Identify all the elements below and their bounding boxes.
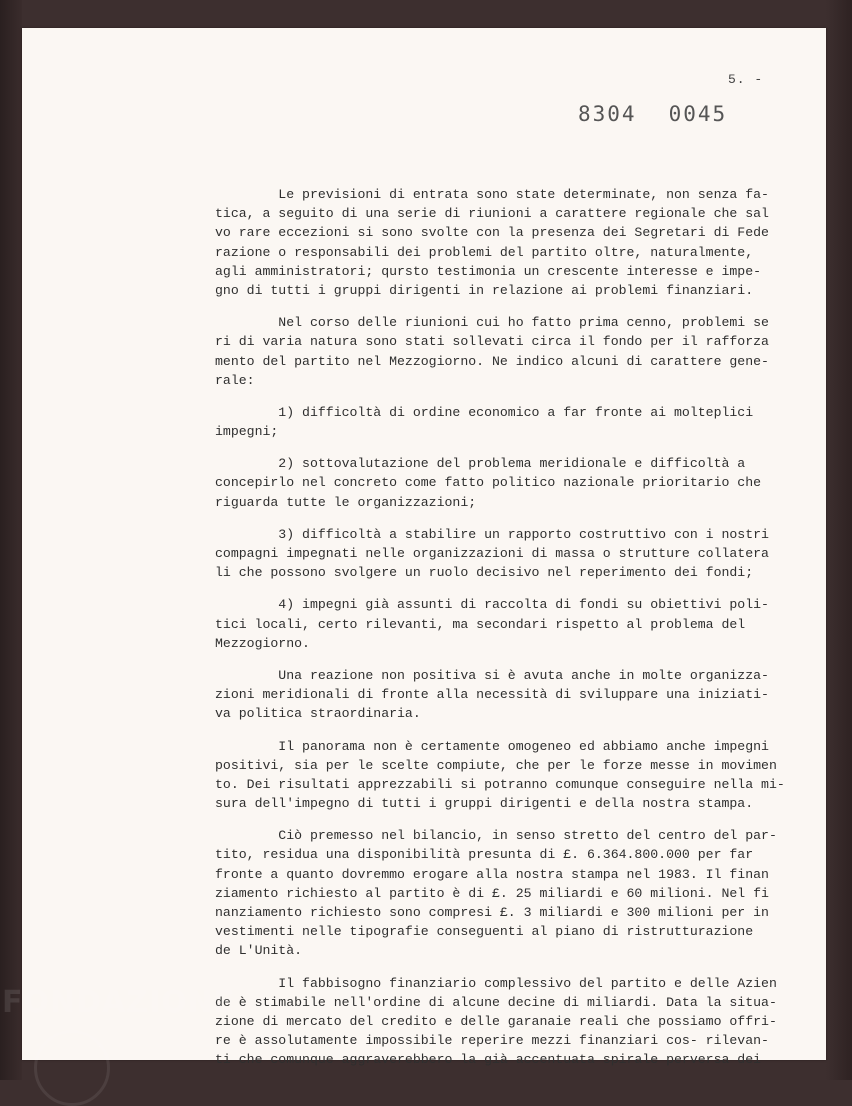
watermark-logo (34, 1030, 110, 1106)
text-line: ziamento richiesto al partito è di £. 25 miliardi e 60 milioni. Nel fi (215, 885, 769, 901)
text-line: gno di tutti i gruppi dirigenti in relazione ai problemi finanziari. (215, 282, 754, 298)
text-line: 1) difficoltà di ordine economico a far fronte ai molteplici (215, 404, 754, 420)
paragraph (215, 974, 777, 1070)
text-line: ri di varia natura sono stati sollevati circa il fondo per il rafforza (215, 334, 769, 350)
archive-watermark: FONDAZIONE (2, 985, 236, 1020)
text-line: rale: (215, 372, 255, 388)
text-line: vestimenti nelle tipografie conseguenti al piano di ristrutturazione (215, 924, 754, 940)
text-line: compagni impegnati nelle organizzazioni di massa o strutture collatera (215, 546, 769, 561)
text-line: fronte a quanto dovremmo erogare alla nostra stampa nel 1983. Il finan (215, 866, 769, 882)
text-line: Le previsioni di entrata sono state determinate, non senza fa- (215, 187, 769, 202)
text-line: Il panorama non è certamente omogeneo ed abbiamo anche impegni (215, 738, 769, 754)
paragraph (215, 595, 769, 653)
text-line: Mezzogiorno. (215, 635, 310, 651)
text-line: Nel corso delle riunioni cui ho fatto prima cenno, problemi se (215, 315, 769, 331)
paragraph (215, 454, 763, 512)
text-line: de L'Unità. (215, 943, 303, 959)
text-line: Il fabbisogno finanziario complessivo del partito e delle Azien (215, 975, 777, 991)
text-line: razione o responsabili dei problemi del partito oltre, naturalmente, (215, 244, 754, 260)
document-code-part-a: 8304 (578, 102, 637, 126)
paragraph (215, 737, 785, 814)
text-line: sura dell'impegno di tutti i gruppi dirigenti e della nostra stampa. (215, 796, 754, 812)
text-line: 2) sottovalutazione del problema meridionale e difficoltà a (215, 456, 746, 472)
scan-background-left (0, 0, 22, 1080)
text-line: Una reazione non positiva si è avuta anche in molte organizza- (215, 667, 769, 683)
text-line: impegni; (215, 424, 279, 440)
document-code-part-b: 0045 (668, 102, 728, 126)
text-line: 3) difficoltà a stabilire un rapporto costruttivo con i nostri (215, 526, 769, 542)
paragraph (215, 666, 769, 724)
text-line: zioni meridionali di fronte alla necessità di sviluppare una iniziati- (215, 687, 769, 703)
document-code (578, 102, 759, 126)
paragraph (215, 525, 769, 583)
text-line: vo rare eccezioni si sono svolte con la presenza dei Segretari di Fede (215, 225, 769, 241)
paragraph (215, 185, 769, 300)
text-line: positivi, sia per le scelte compiute, che per le forze messe in movimen (215, 757, 777, 773)
text-line: re è assolutamente impossibile reperire mezzi finanziari cos- rilevan- (215, 1033, 769, 1049)
text-line: mento del partito nel Mezzogiorno. Ne indico alcuni di carattere gene- (215, 353, 769, 369)
text-line: ti che comunque aggraverebbero la già accentuata spirale perversa dei (215, 1052, 762, 1068)
text-line: li che possono svolgere un ruolo decisivo nel reperimento dei fondi; (215, 565, 754, 581)
text-line: tici locali, certo rilevanti, ma secondari rispetto al problema del (215, 616, 746, 632)
paragraph (215, 403, 763, 441)
paragraph (215, 826, 777, 960)
text-line: to. Dei risultati apprezzabili si potranno comunque conseguire nella mi- (215, 776, 785, 792)
text-line: agli amministratori; qursto testimonia un crescente interesse e impe- (215, 263, 762, 279)
text-line: concepirlo nel concreto come fatto politico nazionale prioritario che (215, 475, 762, 491)
text-line: de è stimabile nell'ordine di alcune decine di miliardi. Data la situa- (215, 994, 777, 1010)
text-line: nanziamento richiesto sono compresi £. 3 miliardi e 300 milioni per in (215, 905, 769, 920)
text-line: Ciò premesso nel bilancio, in senso stretto del centro del par- (215, 828, 777, 844)
paragraph (215, 313, 769, 390)
scan-background-right (826, 0, 852, 1080)
page-number: 5. - (728, 72, 764, 87)
text-line: riguarda tutte le organizzazioni; (215, 494, 477, 510)
text-line: tica, a seguito di una serie di riunioni a carattere regionale che sal (215, 206, 769, 222)
text-line: va politica straordinaria. (215, 706, 421, 722)
document-body (215, 185, 785, 1083)
text-line: zione di mercato del credito e delle garanaie reali che possiamo offri- (215, 1013, 777, 1029)
text-line: 4) impegni già assunti di raccolta di fondi su obiettivi poli- (215, 597, 769, 613)
text-line: tito, residua una disponibilità presunta di £. 6.364.800.000 per far (215, 847, 754, 863)
